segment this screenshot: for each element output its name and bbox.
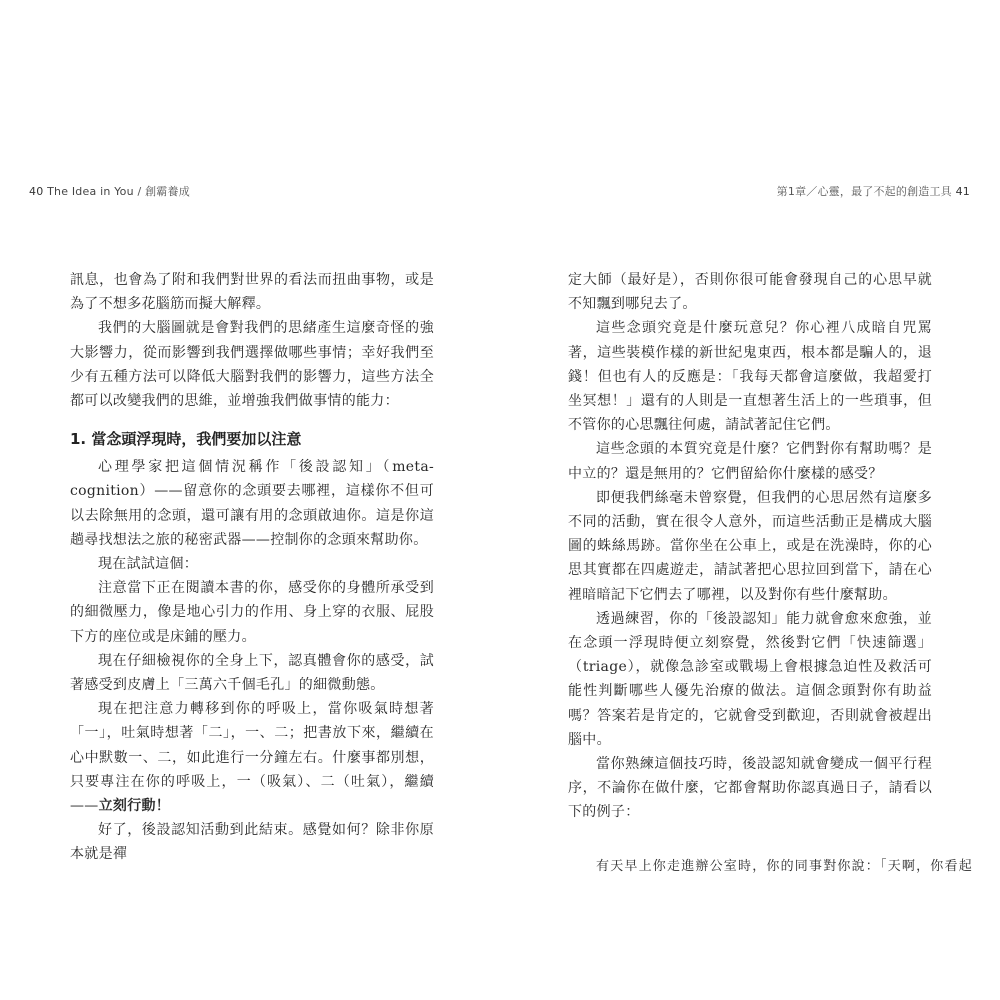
chapter-title: 心靈，最了不起的創造工具 [817,185,952,198]
section-heading: 1. 當念頭浮現時，我們要加以注意 [70,430,302,449]
chapter-label: 第1章／ [776,185,818,198]
left-page-body [70,268,434,867]
paragraph: 注意當下正在閱讀本書的你，感受你的身體所承受到的細微壓力，像是地心引力的作用、身上穿的衣服、屁股下方的座位或是床鋪的壓力。 [70,580,434,645]
breath-paragraph-text: 現在把注意力轉移到你的呼吸上，當你吸氣時想著「一」，吐氣時想著「二」，一、二；把書放下來，繼續在心中默數一、二，如此進行一分鐘左右。什麼事都別想，只要專注在你的呼吸上，一（吸氣）、二（吐氣），繼續—— [70,701,434,815]
paragraph: 好了，後設認知活動到此結束。感覺如何？除非你原本就是禪 [70,822,434,863]
paragraph: 定大師（最好是），否則你很可能會發現自己的心思早就不知飄到哪兒去了。 [568,272,932,313]
left-page-header [29,183,190,199]
left-page-number: 40 [29,185,44,198]
book-title: The Idea in You [47,185,134,198]
paragraph: 即便我們絲毫未曾察覺，但我們的心思居然有這麼多不同的活動，實在很令人意外，而這些活動正是構成大腦圖的蛛絲馬跡。當你坐在公車上，或是在洗澡時，你的心思其實都在四處遊走，請試著把心思拉回到當下，請在心裡暗暗記下它們去了哪裡，以及對你有些什麼幫助。 [568,489,932,603]
book-chinese-title: 創霸養成 [145,185,190,198]
act-now-bold: 立刻行動！ [98,798,171,815]
breath-paragraph [70,697,434,818]
paragraph: 現在試試這個： [98,556,199,573]
paragraph: 這些念頭的本質究竟是什麼？它們對你有幫助嗎？是中立的？還是無用的？它們留給你什麼樣的感受？ [568,441,932,482]
right-page-number: 41 [955,185,970,198]
paragraph: 心理學家把這個情況稱作「後設認知」（meta-cognition）——留意你的念頭要去哪裡，這樣你不但可以去除無用的念頭，還可讓有用的念頭啟迪你。這是你這趟尋找想法之旅的秘密武器——控制你的念頭來幫助你。 [70,459,434,548]
right-page [500,0,1000,1000]
header-separator: / [133,185,146,198]
paragraph: 我們的大腦圖就是會對我們的思緒產生這麼奇怪的強大影響力，從而影響到我們選擇做哪些事情；幸好我們至少有五種方法可以降低大腦對我們的影響力，這些方法全都可以改變我們的思維，並增強我們做事情的能力： [70,320,434,410]
paragraph: 當你熟練這個技巧時，後設認知就會變成一個平行程序，不論你在做什麼，它都會幫助你認真過日子，請看以下的例子： [568,756,932,821]
paragraph: 訊息，也會為了附和我們對世界的看法而扭曲事物，或是為了不想多花腦筋而擬大解釋。 [70,272,434,313]
example-quote: 有天早上你走進辦公室時，你的同事對你說：「天啊，你看起 [596,858,973,874]
right-page-header [777,183,970,199]
paragraph: 透過練習，你的「後設認知」能力就會愈來愈強，並在念頭一浮現時便立刻察覺，然後對它們「快速篩選」（triage），就像急診室或戰場上會根據急迫性及救活可能性判斷哪些人優先治療的做法。這個念頭對你有助益嗎？答案若是肯定的，它就會受到歡迎，否則就會被趕出腦中。 [568,610,932,748]
paragraph: 這些念頭究竟是什麼玩意兒？你心裡八成暗自咒罵著，這些裝模作樣的新世紀鬼東西，根本都是騙人的，退錢！但也有人的反應是：「我每天都會這麼做，我超愛打坐冥想！」還有的人則是一直想著生活上的一些瑣事，但不管你的心思飄往何處，請試著記住它們。 [568,320,932,434]
paragraph: 現在仔細檢視你的全身上下，認真體會你的感受，試著感受到皮膚上「三萬六千個毛孔」的細微動態。 [70,652,434,694]
right-page-body [568,268,973,879]
